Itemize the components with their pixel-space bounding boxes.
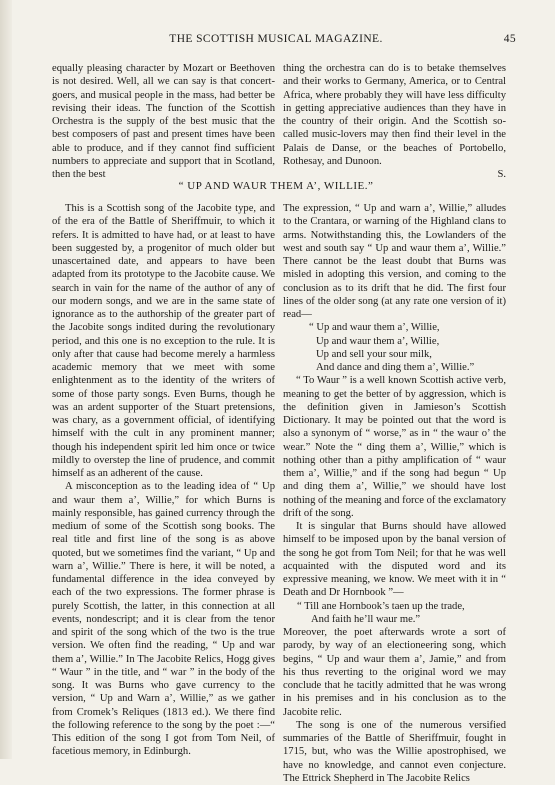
verse-line: “ Up and waur them a’, Willie, (309, 322, 440, 334)
intro-right-column (283, 62, 506, 181)
signature: S. (497, 169, 506, 180)
article-paragraph: The song is one of the numerous versified summaries of the Battle of Sheriffmuir, fought in 1715, but, who was the Willie apostrophised, we have no knowledge, and cannot even conjecture. The Ettrick Shepherd in The Jacobite Relics (283, 719, 506, 784)
verse-line: Up and waur them a’, Willie, (316, 335, 440, 347)
binding-gutter (0, 0, 12, 759)
verse-line: And dance and ding them a’, Willie.” (316, 362, 475, 373)
verse-line: Up and sell your sour milk, (316, 348, 432, 360)
article-title: “ UP AND WAUR THEM A’, WILLIE.” (178, 180, 374, 192)
article-paragraph: This is a Scottish song of the Jacobite type, and of the era of the Battle of Sheriffmuir, to which it refers. It is admitted to have had, or at least to have been suggested by, a progenitor of much older but unascertained date, and appears to have been adapted from its prototype to the Jacobite cause. We search in vain for the name of the author of any of our modern songs, and we are in the same state of ignorance as to the authorship of the greater part of the Jacobite songs indited during the revolutionary period, and this one is no exception to the rule. It is only after that cause had become merely a harmless academic memory that we meet with some enlightenment as to the identity of the writers of some of those party songs. Even Burns, though he was an ardent supporter of the Stuart pretensions, was chary, as a government official, of identifying himself with the cult in any prominent manner; though his independent spirit led him once or twice mildly to overstep the line of prudence, and commit himself as an adherent of the cause. (52, 203, 275, 479)
quote-line: “ Till ane Hornbook’s taen up the trade, (297, 600, 465, 612)
article-paragraph: A misconception as to the leading idea of “ Up and waur them a’, Willie,” for which Burns is mainly responsible, has gained currency through the medium of some of the Scottish song books. The real title and first line of the song is as above quoted, but we sometimes find the variant, “ Up and warn a’, Willie.” There is here, it will be noted, a fundamental difference in the idea conveyed by each of the two expressions. The former phrase is purely Scottish, the latter, in this connection at all events, nondescript; and it is clear from the tenor and spirit of the song which of the two is the true version. We often find the reading, “ Up and war them a’, Willie.” In The Jacobite Relics, Hogg gives “ Waur ” in the title, and “ war ” in the body of the song. It was Burns who gave currency to the version, “ Up and Warn a’, Willie,” as we gather from Cromek’s Reliques (1813 ed.). We there find the following reference to the song by the poet :—“ This edition of the song I got from Tom Neil, of facetious memory, in Edinburgh. (52, 481, 275, 758)
running-header (36, 33, 516, 47)
magazine-title: THE SCOTTISH MUSICAL MAGAZINE. (169, 33, 383, 45)
page-number: 45 (503, 33, 516, 45)
intro-left-text: equally pleasing character by Mozart or Beethoven is not desired. Well, all we can say is that concert-goers, and musical people in the mass, had better be revising their ideas. The function of the Scottish Orchestra is the supply of the best music that the best composers of past and present times have been able to produce, and if they cannot find sufficient numbers to appreciate and support that in Scotland, then the best (52, 63, 275, 180)
intro-left-column (52, 62, 275, 181)
article-paragraph: It is singular that Burns should have allowed himself to be imposed upon by the banal version of the song he got from Tom Neil; for that he was well acquainted with the disputed word and its expressive meaning, we know. We meet with it in “ Death and Dr Hornbook ”— (283, 521, 506, 599)
article-paragraph: The expression, “ Up and warn a’, Willie,” alludes to the Crantara, or warning of the Highland clans to arms. Notwithstanding this, the Lowlanders of the west and south say “ Up and waur them a’, Willie.” There cannot be the least doubt that Burns was misled in adopting this version, and coming to the conclusion as to its drift that he did. The first four lines of the older song (at any rate one version of it) read— (283, 203, 506, 320)
article-paragraph: “ To Waur ” is a well known Scottish active verb, meaning to get the better of by aggression, which is the definition given in Jamieson’s Scottish Dictionary. It may be pointed out that the word is also a synonym of “ worse,” as in “ the waur o’ the wear.” Note the “ ding them a’, Willie,” which is nothing other than a pithy amplification of “ waur them a’, Willie,” and if the song had begun “ Up and ding them a’, Willie,” we should have lost nothing of the meaning and force of the exclamatory drift of the song. (283, 375, 506, 519)
article-left-column (52, 202, 275, 759)
quote-line: And faith he’ll waur me.” (311, 613, 421, 625)
article-paragraph: Moreover, the poet afterwards wrote a sort of parody, by way of an electioneering song, which begins, “ Up and waur them a’, Jamie,” and from his thus reverting to the original word we may conclude that he tacitly admitted that he was wrong in his premises and in his conclusion as to the Jacobite relic. (283, 627, 506, 718)
article-right-column (283, 202, 506, 785)
intro-right-text: thing the orchestra can do is to betake themselves and their works to Germany, America, or to Central Africa, where probably they will have less difficulty in getting appreciative audiences than they have in the country of their origin. And the Scottish so-called music-lovers may then find their level in the Palais de Danse, or the beaches of Portobello, Rothesay, and Dunoon. (283, 63, 506, 167)
